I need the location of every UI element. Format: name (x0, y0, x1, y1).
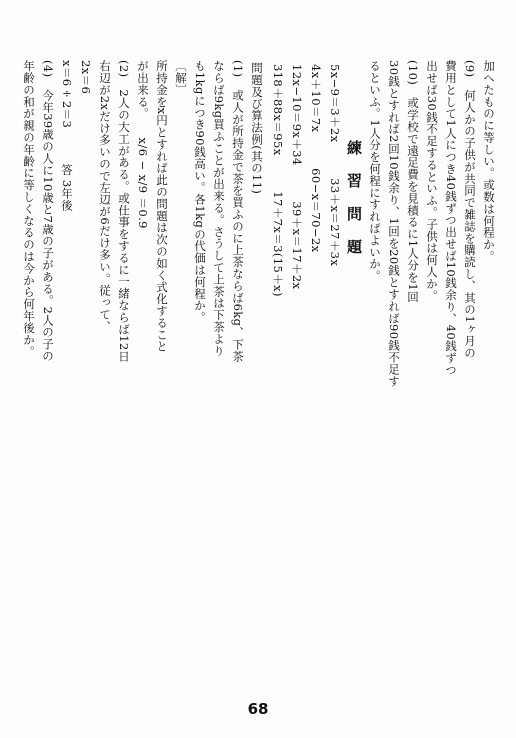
equation-column: 4x＋10＝7x 60−x＝70−2x (309, 64, 323, 253)
equation-column: 318＋88x＝95x 17＋7x＝3(15＋x) (271, 64, 285, 297)
text-column: (2) 2人の大工がある。或仕事をするに一緒ならば12日 (117, 60, 131, 363)
exercise-heading: 練 習 問 題 (345, 140, 363, 256)
text-column: るといふ。1人分を何程にすればよいか。 (368, 60, 382, 282)
text-column: 〔解〕 (174, 60, 188, 96)
text-column: も1kgにつき90銭高い。各1kgの代価は何程か。 (193, 60, 207, 324)
text-column: (9) 何人かの子供が共同で雑誌を購読し、其の1ヶ月の (463, 60, 477, 359)
text-column: 所持金をx円とすれば此の問題は次の如く式化すること (155, 60, 169, 353)
text-column: ならば9kg買ふことが出来る。さうして上茶は下茶より (212, 60, 226, 357)
text-column: x＝6÷2＝3 答 3年後 (60, 60, 74, 212)
text-column: 右辺が2xだけ多いので左辺が6だけ多い。従って、 (98, 60, 112, 333)
page-number: 68 (247, 700, 269, 718)
text-column: 30銭とすれば2回10銭余り、1回を20銭とすれば90銭不足す (387, 60, 401, 388)
text-column: (4) 今年39歳の人に10歳と7歳の子がある。2人の子の (41, 60, 55, 362)
equation-column: 12x−10＝9x＋34 39＋x＝17＋2x (290, 64, 304, 290)
section-label: 問題及び算法例(其の11) (250, 62, 264, 195)
text-column: 加へたものに等しい。或数は何程か。 (482, 60, 496, 263)
text-column: 年齢の和が親の年齢に等しくなるのは今から何年後か。 (22, 60, 36, 358)
text-column: (1) 或人が所持金で茶を買ふのに上茶ならば6kg、下茶 (231, 60, 245, 363)
text-column: 出せば30銭不足するといふ。子供は何人か。 (425, 60, 439, 302)
text-column: 費用として1人につき40銭ずつ出せば10銭余り、40銭ずつ (444, 60, 458, 376)
text-column: (10) 或学校で遠足費を見積るに1人分を1回 (406, 60, 420, 303)
equation-column: 5x−9＝3＋2x 33＋x＝27＋3x (328, 64, 342, 267)
text-column: が出来る。 x/6 − x/9 ＝0.9 (136, 60, 150, 229)
text-column: 2x＝6 (79, 60, 93, 95)
